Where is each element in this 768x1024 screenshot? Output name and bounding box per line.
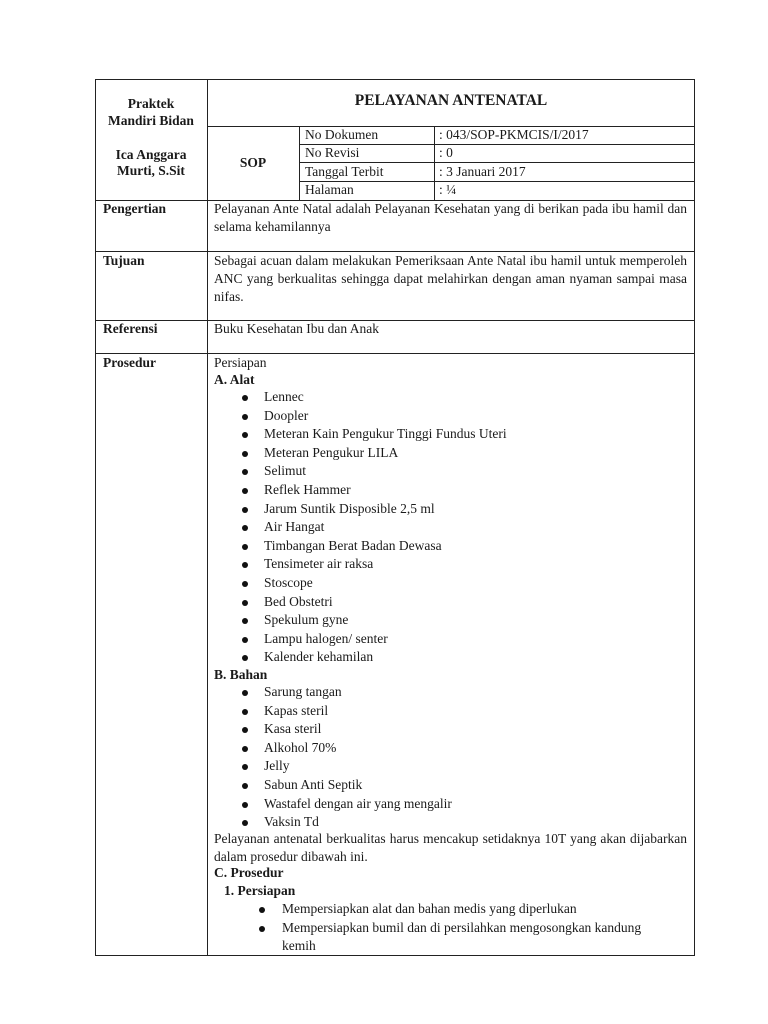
row-divider-tujuan bbox=[95, 320, 695, 321]
bullet-icon bbox=[259, 926, 265, 932]
list-item: Jelly bbox=[264, 757, 452, 776]
list-item: Spekulum gyne bbox=[264, 611, 507, 630]
sop-divider bbox=[299, 126, 300, 200]
list-item: Doopler bbox=[264, 407, 507, 426]
tujuan-label: Tujuan bbox=[103, 253, 145, 268]
list-item: Sabun Anti Septik bbox=[264, 776, 452, 795]
referensi-label: Referensi bbox=[103, 321, 158, 336]
bullet-icon bbox=[242, 395, 248, 401]
bullet-icon bbox=[242, 746, 248, 752]
sop-label: SOP bbox=[239, 155, 267, 170]
alat-list bbox=[264, 388, 507, 667]
bahan-list bbox=[264, 683, 452, 832]
bullet-icon bbox=[242, 488, 248, 494]
meta-value-no-dokumen: : 043/SOP-PKMCIS/I/2017 bbox=[439, 127, 589, 142]
org-name-line2: Mandiri Bidan bbox=[108, 113, 194, 128]
referensi-text: Buku Kesehatan Ibu dan Anak bbox=[214, 321, 379, 336]
prosedur-c-heading: C. Prosedur bbox=[214, 865, 284, 880]
pengertian-label: Pengertian bbox=[103, 201, 166, 216]
list-item: Tensimeter air raksa bbox=[264, 555, 507, 574]
list-item: Vaksin Td bbox=[264, 813, 452, 832]
step1-item-1: Mempersiapkan alat dan bahan medis yang diperlukan bbox=[282, 901, 577, 916]
bullet-icon bbox=[242, 451, 248, 457]
list-item: Lennec bbox=[264, 388, 507, 407]
meta-value-halaman: : ¼ bbox=[439, 182, 457, 197]
bullet-icon bbox=[242, 600, 248, 606]
list-item: Bed Obstetri bbox=[264, 593, 507, 612]
step1-heading: 1. Persiapan bbox=[224, 883, 296, 898]
person-name-line2: Murti, S.Sit bbox=[117, 163, 185, 178]
prosedur-label: Prosedur bbox=[103, 355, 156, 370]
list-item: Sarung tangan bbox=[264, 683, 452, 702]
meta-label-tanggal-terbit: Tanggal Terbit bbox=[305, 164, 384, 179]
meta-value-tanggal-terbit: : 3 Januari 2017 bbox=[439, 164, 526, 179]
list-item: Timbangan Berat Badan Dewasa bbox=[264, 537, 507, 556]
meta-label-no-revisi: No Revisi bbox=[305, 145, 360, 160]
bullet-icon bbox=[242, 637, 248, 643]
row-divider-referensi bbox=[95, 353, 695, 354]
meta-label-halaman: Halaman bbox=[305, 182, 354, 197]
tujuan-text: Sebagai acuan dalam melakukan Pemeriksaan Ante Natal ibu hamil untuk memperoleh ANC yang berkualitas sehingga dapat melahirkan dengan aman nyaman sampai masa nifas. bbox=[214, 253, 687, 304]
bullet-icon bbox=[242, 783, 248, 789]
meta-label-no-dokumen: No Dokumen bbox=[305, 127, 379, 142]
bullet-icon bbox=[242, 690, 248, 696]
list-item: Meteran Kain Pengukur Tinggi Fundus Uteri bbox=[264, 425, 507, 444]
list-item: Kalender kehamilan bbox=[264, 648, 507, 667]
bahan-heading: B. Bahan bbox=[214, 667, 268, 682]
list-item: Air Hangat bbox=[264, 518, 507, 537]
list-item: Selimut bbox=[264, 462, 507, 481]
bullet-icon bbox=[242, 544, 248, 550]
list-item: Lampu halogen/ senter bbox=[264, 630, 507, 649]
bullet-icon bbox=[242, 709, 248, 715]
list-item: Jarum Suntik Disposible 2,5 ml bbox=[264, 500, 507, 519]
prosedur-intro: Persiapan bbox=[214, 355, 267, 370]
pengertian-text: Pelayanan Ante Natal adalah Pelayanan Kesehatan yang di berikan pada ibu hamil dan selama kehamilannya bbox=[214, 201, 687, 234]
list-item: Reflek Hammer bbox=[264, 481, 507, 500]
list-item: Alkohol 70% bbox=[264, 739, 452, 758]
bullet-icon bbox=[242, 507, 248, 513]
alat-heading: A. Alat bbox=[214, 372, 255, 387]
list-item: Kapas steril bbox=[264, 702, 452, 721]
list-item: Wastafel dengan air yang mengalir bbox=[264, 795, 452, 814]
person-name-line1: Ica Anggara bbox=[115, 147, 187, 162]
meta-value-no-revisi: : 0 bbox=[439, 145, 453, 160]
org-name-line1: Praktek bbox=[127, 96, 175, 111]
bullet-icon bbox=[242, 802, 248, 808]
bullet-icon bbox=[242, 581, 248, 587]
meta-value-divider bbox=[434, 126, 435, 200]
step1-item-2-continued: kemih bbox=[282, 938, 316, 953]
document-title: PELAYANAN ANTENATAL bbox=[354, 92, 548, 109]
list-item: Meteran Pengukur LILA bbox=[264, 444, 507, 463]
step1-item-2: Mempersiapkan bumil dan di persilahkan mengosongkan kandung bbox=[282, 920, 642, 935]
bullet-icon bbox=[242, 414, 248, 420]
meta-row-divider-3 bbox=[299, 181, 695, 182]
list-item: Stoscope bbox=[264, 574, 507, 593]
body-label-divider bbox=[207, 200, 208, 956]
prosedur-summary: Pelayanan antenatal berkualitas harus mencakup setidaknya 10T yang akan dijabarkan dalam prosedur dibawah ini. bbox=[214, 831, 687, 864]
bullet-icon bbox=[259, 907, 265, 913]
list-item: Kasa steril bbox=[264, 720, 452, 739]
